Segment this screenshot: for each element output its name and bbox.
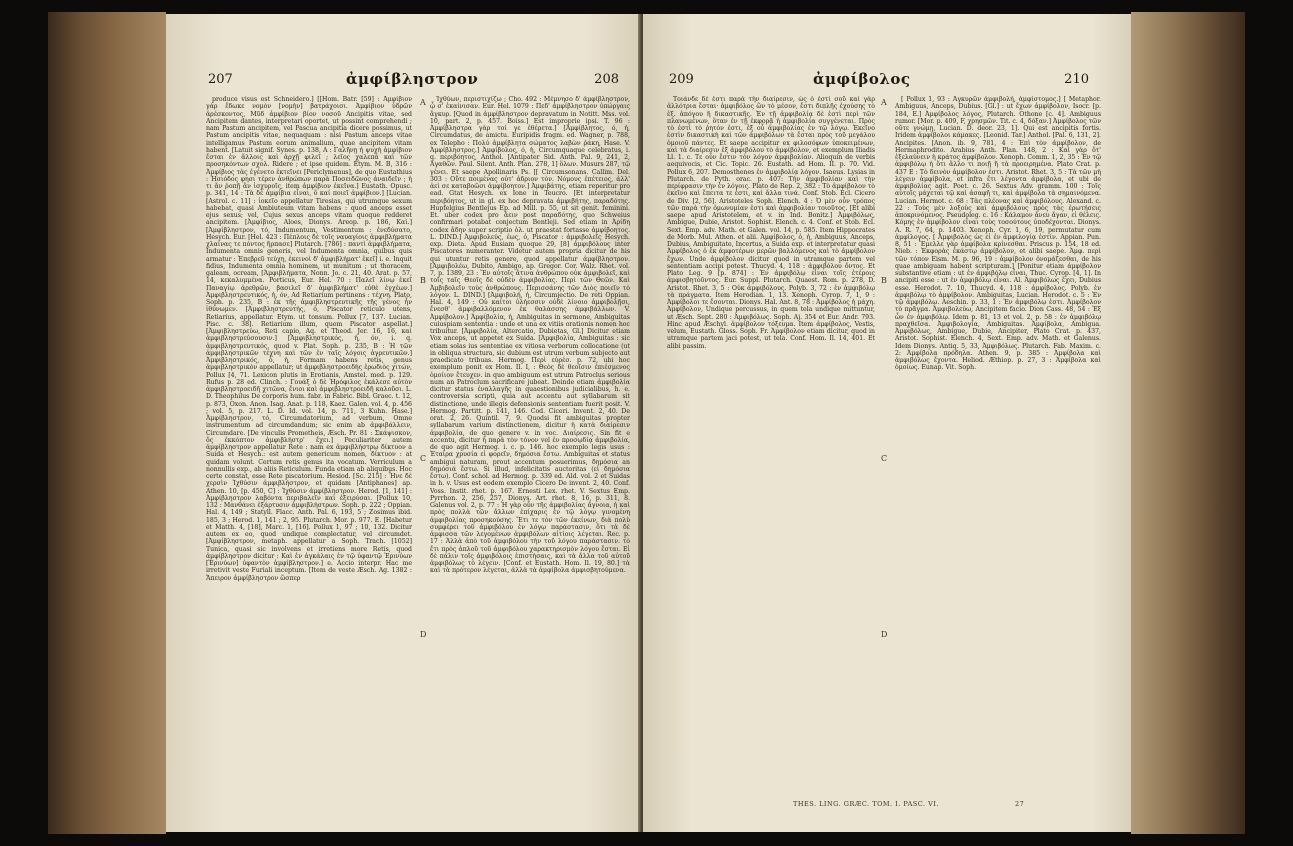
margin-letter-d: D: [420, 630, 427, 639]
footer-page-signature: 27: [1015, 800, 1025, 808]
margin-letter-d: D: [881, 630, 888, 639]
page-number-208: 208: [594, 72, 619, 87]
page-number-209: 209: [669, 72, 694, 87]
column-text: [ Pollux 1, 93 : Ἀγκυρῶν ἀμφιβολή, ἀμφίστομος.] [ Metaphor. Ambiguus, Anceps, Dubius. [Gl.] : ut ἔχων ἀμφίβολον, Isocr. [p. 184, E.] Ἀμφίβολος λόγος, Plutarch. Othone [c. 4]. Ambiguus rumor. [Mor. p. 409, F, χρησμῶν. Tit. c. 4, δόξαν.] Ἀμφίβολος τῶν οὔτε γνώμῃ, Lucian. D. deor. 23, 1]. Qui est ancipitis fortis. Iridem ἀμφίβολοι κάμακες. [Leonid. Tar.] Anthol. [Pal. 6, 131, 2]. Ancipites. [Anon. ib. 9, 781, 4 : Ἐπὶ τὸν ἀμφίβολον, de Hermaphrodito. Arabius Anth. Plan. 148, 2 : Καὶ γὰρ ὅτ' ἐξελαύνειν ἡ κράτος ἀμφίβολον. Xenoph. Comm. 1, 2, 35 : Ἐν τῷ ἀμφιβόλῳ ἡ ὅτι ἄλλο τι ποιῇ ἢ τὰ προειρημένα. Plato Crat. p. 437 E : Τὸ δεινὸν ἀμφίβολον ἐστι. Aristot. Rhet. 3, 5 : Τὰ τῶν μὴ λέγειν ἀμφίβολα, et infra ἔτι λέγοντα ἀμφίβολα, et ubi de ἀμφιβολίας agit. Poet. c. 26. Sextus Adv. gramm. 100 : Τοῖς αὐτοῖς μάχεται τῷ καὶ ἀσαφῆ τι, καὶ ἀμφίβολα τὰ σημαινόμενα. Lucian. Hermot. c. 68 : Τὰς πλέονας καὶ ἀμφιβόλους. Alexand. c. 22 : Τοὺς μὲν λοξοὺς καὶ ἀμφιβόλους πρὸς τὰς ἐρωτήσεις ἀποκρινόμενος. Pseudoleg. c. 16 : Κάλαμον ἄνευ ἄγαν, εἰ θέλεις. Κόμης ἐν ἀμφίβολον εἶναι τοὺς τοσούτους ὑποδέχονται. Dionys. A. R. 7, 64, p. 1403. Xenoph. Cyr. 1, 6, 19, permutatur cum ἀμφίλογος. [ Ἀμφιβολὸς ὡς εἰ ἐν ἀμφιλογίᾳ ἐστίν. Appian. Pun. 8, 51 : Ἔμελλε γὰρ ἀμφίβολα κρίνεσθαι. Priscus p. 154, 18 ed. Nieb. : Ἐκφορὰς ἐκάστῳ ἀμφίβολον, et alibi saepe. Ἀμφ. περὶ τῶν τόπον Eism. M. p. 96, 19 : ἀμφίβολον ὀνομάζεσθαι, de his quae ambiguam habent scripturam.] [Ponitur etiam ἀμφίβολον substantive etiam : ut ἐν ἀμφιβόλῳ εἶναι, Thuc. Cyrop. [4, 1]. In ancipiti esse : ut ἐν ἀμφιβόλῳ εἶναι. Al. Ἀμφιβόλως ἔχει, Dubius esse. Herodot. 7. 10, Thucyd. 4, 118 : ἀμφίβολος. Polyb. ἐν ἀμφιβόλῳ τὸ ἀμφίβολον. Ambiguitas, Lucian. Herodot. c. 5 : Ἐν τῷ ἀμφιβόλῳ. Aeschin. p. 33, 1 : Ἐν ἀμφιβόλῳ ἐστι. Ἀμφίβολον τὸ πρᾶγμα. Ἀμφιβολεύω, Ancipitem facio. Dion Cass. 48, 54 : Ἐξ ὧν ἐν ἀμφιβόλῳ. Idem p. 81, 13 et vol. 2, p. 58 : ἐν ἀμφιβόλῳ πραχθεῖσα. Ἀμφιβολογία, Ambiguitas. Ἀμφίβολα, Ambigua. Ἀμφιβόλως, Ambigue, Dubie, Ancipiter, Plato Crat. p. 437, Aristot. Sophist. Elench. 4, Sext. Emp. adv. Math. et Galenus. Idem Dionys. Antiq. 5, 33, Ἀμφιβόλως. Plutarch. Fab. Maxim. c. 2: Ἀμφίβολα πρόδηλα. Athen. 9, p. 385 : Ἀμφίβολα καὶ ἀμφιβόλως ἔχοντα. Heliod. Æthiop. p. 27, 3 : Ἀμφίβολα καὶ ὁμοίως. Eunap. Vit. Soph.: [895, 96, 1101, 372]
footer-signature: THES. LING. GRÆC. TOM. I. PASC. VI.: [793, 800, 940, 808]
left-page-header: [166, 70, 641, 92]
left-page-column-2: [430, 96, 630, 796]
book-edge-right: [1131, 12, 1245, 834]
margin-letter-b: B: [881, 276, 887, 285]
margin-letter-c: C: [420, 454, 427, 463]
column-text: Τοιάνδε δὲ ἐστι παρὰ τὴν διαίρεσιν, ὡς ὁ ἐστὶ σοῦ καὶ γὰρ ἀλλότρια ἔσται· ἀμφιβόλος ὢν τὸ μέσον, ἔστι διπλῆς ἐχούσης τὸ ἐξ. ἀπόγου ἢ δικαστικῆς. Ἐν τῇ ἀμφιβολίᾳ δὲ ἐστὶ περὶ τῶν πλανωμένων, ὅταν ἐν τῇ ἐκφορᾷ ἡ ἀμφιβολία συγγένεται. Πρὸς τὸ ἐστὶ τὸ ῥητόν ἐστι, ἐξ οὗ ἀμφιβολίας ἐν τῷ λόγῳ. Ἐκεῖνο ἐστὶν δικαστικὴ καὶ τῶν ἀμφιβόλων τὰ ἔσται πρὸς τοῦ μεγάλου ὁμοιοῦ πάντες. Et saepe accipitur ex φιλοσόφων ὑποκειμένων, καὶ τὰ διαίρεσιν ἐξ ἀμφιβόλου τὸ ἀμφίβολον, et exemplum Iliadis Ll. 1. c. Τε οὖν ἔστιν τὸν λόγον ἀμφιβολίαν. Alioquin de verbis aequivocis, et Cic. Topic. 26. Eustath. ad Hom. II. p. 70. Vid. Pollux 6, 207. Demosthenes ἐν ἀμφιβολίᾳ λόγον. Isaeus. Lysias in Plutarch. de Pyth. orac. p. 407: Τὴν ἀμφιβολίαν καὶ τὴν περίφρασιν τὴν ἐν λόγοις. Plato de Rep. 2, 382 : Τὸ ἀμφίβολον τὸ ἐκεῖνο καὶ ἔπειτα τε ἐστι, καὶ ἄλλα τινά. Conf. Stob. Ecl. Cicero de Div. [2, 56]. Aristoteles Soph. Elench. 4 : Ὁ μὲν οὖν τρόπος τῶν παρὰ τὴν ὁμωνυμίαν ἐστι καὶ ἀμφιβολίαν τοιοῦτος. [Et alibi saepe apud Aristotelem, et v. in Ind. Bonitz.] Ἀμφιβόλως, Ambigue, Dubie, Aristot. Sophist. Elench. c. 4. Conf. et Stob. Ecl. Sext. Emp. adv. Math. et Galen. vol. 14, p. 585. Item Hippocrates de Morb. Mul. Athen. et alii. Ἀμφίβολος, ὁ, ἡ, Ambiguus, Anceps, Dubius, Ambiguitate, Incertus, a Suida exp. et interpretatur quasi Ἀμφίβολος ὁ ἐκ ἀμφοτέρων μερῶν βαλλόμενος καὶ τὸ ἀμφίβολον ἔχων. Unde ἀμφίβολον dicitur quod in utramque partem vel sententiam accipi potest. Thucyd. 4, 118 : ἀμφιβόλου ὄντος. Et Plato Leg. 9 [p. 874] : Ἐν ἀμφιβόλῳ εἶναι τοῖς ἐτέροις ἀμφισβητοῦντος. Eur. Suppl. Plutarch. Quaest. Rom. p. 278, D. Aristot. Rhet. 3, 5 : Οὐκ ἀμφιβόλους. Polyb. 3, 72 : ἐν ἀμφιβόλῳ τὰ πράγματα. Item Herodian. 1, 13. Xenoph. Cyrop. 7, 1, 9 : Ἀμφίβολοι τε ἔσονται. Dionys. Hal. Ant. 8, 78 : Ἀμφίβολος ἡ μάχη. Ἀμφίβολον, Undique percussus, in quem tela undique mittuntur, ut Æsch. Sept. 280 : Ἀμφιβόλως. Soph. Aj. 354 et Eur. Andr. 793. Hinc apud Æschyl. ἀμφίβολον τόξευμα. Item ἀμφίβολος, Vestis, velum, Eustath. Gloss. Soph. Fr. Ἀμφίβολον etiam dicitur, quod in utramque partem jaci potest, ut tela. Conf. Hom. Il. 14, 401. Et alibi passim.: [667, 96, 875, 350]
left-page: [166, 14, 641, 832]
left-page-column-1: [206, 96, 412, 796]
page-number-207: 207: [208, 72, 233, 87]
margin-letter-c: C: [881, 454, 888, 463]
page-number-210: 210: [1064, 72, 1089, 87]
right-page-header: [643, 70, 1131, 92]
column-text: Ἰχθύων, περιστιχίζω ; Cho. 492 : Μέμνησο δ' ἀμφίβληστρον, ᾧ σ' ἐκαίνισαν. Eur. Hel. 1079 : Πεδ' ἀμφίβληστρον ὑπώργαις ἄγκυρ. [Quod in ἀμφίβληστρον depravatum in Notitt. Mss. vol. 10, part. 2, p. 457. Boiss.] Est improprie ipsi. T. 96 : Ἀμφίβληστρα γὰρ τοί γε ἐθέρετα.] [Ἀμφίβλητος, ό, ἡ, Circumdatus, de amictu. Euripidis fragm. ed. Wagner, p. 788, ex Telepho : Πολύ ἀμφίβλητα σώματος λαβὼν ῥάκη, Hase. V. Ἀμφίβληστρος.] Ἀμφίβολος, ό, ἡ, Circumquaque celebratus, i. q. περιβόητος, Anthol. [Antipater Sid. Anth. Pal. 9, 241, 2, Ἀγαθῶν. Paul. Silent. Anth. Plan. 278, 1] ὅλων. Musurs 287, τῷ γένει. Et saepe Apollinaris Ps. [[ Circumsonans. Callim. Del. 303 : Οὔτε ποιμένας οὐτ' ἀδριον τὸν. Νόμους ἐπέτειος, ἀλλ' ἀεὶ σε καταβοῶσι ἀμφίβοητον.] Ἀμφιβάτης, etiam reperitur pro ead. Gtat Hesych. ex Ione in Teucro. [Et interpretatur περιβόητος, ut in gl. ex hoc depravata ἀμφιβήτης, παραδότης. Hupfelgius Bentlejus Ep. ad Mill. p. 55, ut sit genit. feminini. Et. uber codex pro ἄειν post παραδότης, quo Schweius confirmari potabat conjectum Bentleji. Sed etiam in Ἀρίδη codex ἄδην super scriptio ὁλ. ut praestat fortasse ἀμφίβοητος. L. DIND.] Ἀμφιβολεύς, έως, ὁ, Piscator : ἀμφιβολεῖς Hesych. exp. Dieta. Apud Eusiam quoque 29, [8] ἀμφιβόλους inter Piscatores numeranter. Videtur autem propria dicitur de his qui utuntur retis genere, quod appellatur ἀμφίβληστρον. [Ἀμφιβολέω, Dubito, Ambigo, ap. Gregor. Cor. Walz. Rhet. vol. 7, p. 1389, 23 : Ἔν αὐτοῖς ἄτινα ἀνθρώπου οὐκ ἀμφιβολεῖ, καὶ τοῖς ταῖς Θεοῖς δὲ οὐδὲν ἀμφιβολίας. Περὶ τῶν Θεῶν. Καὶ Ἀμβιβολεῖν τοὺς ἀνθρώπους. Περισσάνης τῶν Διὸς ποιεῖν τὸ λόγον. L. DIND.] [Ἀμφιβολή, ἡ, Circumjectio. De reti Oppian. Hal. 4, 149 : Οὐ καίτοι ὑλήεσσιν οὐδὲ λίνοιο ἀμφιβολῇσι, ἔνεσθ' ἀμφιβαλλόμενον ἐκ θαλάσσης ἀμφιβάλλων. V. Ἀμφίβολον.] Ἀμφίβολία, ἡ, Ambiguitas in sermone, Ambiguitas cuiuspiam sententia : unde et una ex vitiis orationis nomen hoc tribuitur. [Ἀμφιβολία, Altercatio, Dubietas, Gl.] Dicitur etiam Vox anceps, ut appetet ex Suida. [Ἀμφιβολία, Ambiguitas : sic etiam solas ius sententiae ex vitiosa verborum collocatione (ut in obliqua structura, sic dubium est utrum verbum subjecto aut praedicato tribuas. Hermog. Περὶ εὑρέσ. p. 72, ubi hoc exemplum ponit ex Hom. Il. I, : Θεὸς δὲ θεοῖσιν ἐπιέσμενος ὁμοίιον ἔτευχεν. in quo ambiguum est utrum Patroclus serious num an Patroclum sacrificare jubeat. Deinde etiam ἀμφιβολία dicitur status ἐναλλαγῆς in quaestionibus judicialibus, h. e. controversia scripti, quia aut accentu aut syllabarum sit distinctione, unde illegis defensionis sententiam fuerit posit. V. Hermog. Partitt. p. 141, 146. Cod. Ciceri. Invent. 2, 40. De orat. 2, 26. Quintil. 7, 9. Quodsi fit ambiguitas propter syllabarum varium distinctionem, dicitur ἡ κατὰ διαίρεσιν ἀμφιβολία, de quo genere v. in voc. Διαίρεσις. Sin fit e accentu, dicitur ἡ παρὰ τὸν τόνον vel ἐν προσῳδίᾳ ἀμφιβολία, de quo agit Hermog. i. c. p. 146. hoc exemplo legis usus : Ἑταίρα χρυσία εἰ φορεῖν, δημόσια ἔστω. Ambiguitas et status ambigui naturam, prout accentum posuerimus, δημόσια an δημόσιά ἔστω. Si illud, infelicitatis auctoritas (εὶ δημόσια ἔστω). Conf. schol. ad Hermog. p. 339 ed. Ald. vol. 2 et Suidas in h. v. Usus est eodem exemplo Cicero De invent. 2, 40. Conf. Voss. Instit. rhet. p. 167. Ernesti Lex. rhet. V. Sextus Emp. Pyrrhon. 2, 256, 257, Dionys. Art. rhet. 8, 16, p. 311, 8. Galenus vol. 2, p. 77 : Ἡ γὰρ οὖν τῆς ἀμφιβολίας ἄγνοια, ἡ καὶ πρὸς πολλὰ τῶν ἄλλων ἐπίχαρις ἐν τῷ λόγῳ γινομένη ἀμφιβολίας προσηκούσης. Ἔτι τε τὸν τῶν ἐκείνων, διὰ πολὺ συμφέρει τοῦ ἀμφιβόλου ἐν λόγῳ παράστασιν, ὅτι τὰ δὲ ἀμφισσα τῶν λεγομένων ἀμφιβόλων αἰτίοις λέγεται. Rec. p. 17 : Ἀλλὰ ἀπὸ τοῦ ἀμφιβόλου τὴν τοῦ λόγου παράστασιν. τὸ ἔτι πρὸς ἀπλοῦ τοῦ ἀμφιβόλου χαρακτηρισμὸν λόγου ἔσται. Εἰ δὲ πάλιν τοῖς ἀμφιβόλοις ἐπιστήσαις, καὶ τὰ ἄλλα τοῦ αὐτοῦ ἀμφιβόλως τὸ λέγειν. [Conf. et Eustath. Hom. Il. 19, 80.] τὰ καὶ τὰ πρότερον λέγεται, ἀλλὰ τὰ ἀμφίβολα ἀμφισβητούμενα.: [430, 96, 630, 575]
margin-letter-a: A: [881, 98, 887, 107]
running-head-left: ἀμφίβληστρον: [346, 70, 479, 88]
right-page: [643, 14, 1131, 832]
book-edge-left: [48, 12, 166, 834]
right-page-column-1: [667, 96, 875, 796]
margin-letter-b: B: [420, 276, 426, 285]
running-head-right: ἀμφίβολος: [813, 70, 911, 88]
margin-letter-a: A: [420, 98, 426, 107]
column-text: produce visus est Schneidero.] [[Hom. Batr. [59] : Ἀμφίβιον γάρ ἔδωκε νομὸν [νομὴν] βατράχοισι. Ἀμφίβιον ὑδρῶν ἀρέσκοντος, Μῦδ ἀμφίβιον βίον νοσοῦ Ancipitis vitae, sed Ancipitem dantes, interpretari oportet, ut possint comprehendi ; nam Pastum ancipitem, vel Pascua ancipitia dicere possimus, ut Pastum ancipitis vitae, nequaquam : nisi Pastum anceps vitae intelligamus Pastum eorum animalium, quae ancipitem vitam habent. [Latuit signif. Synes. p. 138, A : Γαλῆνῃ ἡ ψυχὴ ἀμφίβιον ἔσται ἐν ἄλλοις καὶ ἀρχῇ φιλεῖ ; λεῖος χαλεπὰ καὶ τῶν προσηκόντων σχολ. Ridere ; et ipse quidem. Etym. M. Β, 316 : Ἀμφίβιος τὰς ἐγένετο ἐκτεῖνει [Periclymenus], de quo Eustathius : Ἡσιόδος φησι τέρεν ἀνθρώπων παρὰ Ποσειδῶνος ἀναιδεῖν ; ἡ τι ἄν ῥοπῇ ἄν ἰσχυροῖς, item ἀμφίβιον ἐκεῖνα.] Eustath. Opusc. p. 341, 14 : Τὰ δὲ ἀμφίβια εἶναι, ὅ καί ποιεῖ ἀμφίβιον.] [Lucian. [Astrol. c. 11] : ἰοκεῖο appellatur Tiresias, qui utrumque sexum habebat, quasi Ambiuteum vitam habens : quod anceps esset ejus sexus; vel, Cujus sexus anceps vitam quoque redderet ancipitem. [Ἀμφίβιος, Aloes, Dionys. Areop. p. 186, Καὶ.] [Ἀμφίβληστρον, τό, Indumentum, Vestimentum : ἐνεδύσατο, Hesych. Eur. [Hel. 423 : Πέπλοις δὲ τοῖς ναυαγίοις ἀμφιβλήματα χλαίνας τε πόντος ἥρπασε] Plutarch. [786] : παντὶ ἀμφιβλήματα, Indumenta omnis generis, vel Indumenta omnia, quibus quis armatur : Ἐπεβρεῦ τεύχη, ἐκεινοὶ δ' ἀμφιβλήματ' ἐκεῖ] i. e. Inquit fidius, Indumenta omnia hominem, ut munitum ; ut thoracem, galeam, ocream, [Ἀμφιβλήματα, Nonn. Jo. c. 21, 40. Arat. p. 57, 14, κεκαλυμμένα. Porticus, Eur. Hel. 70 : Παλεῖ λίνῳ ἐκεῖ Παναγίῳ ἀρεθρῶν, βασιλεῖ δ' ἀμφιβλήματ' εὐθὲ ἐγχέων.] Ἀμφιβληστρευτικός, ἡ, όν, Ad Retiarium pertinens : τέχνη. Plato, Soph. p. 235, B : ἐκ τῆς ἀμφιβληστρευτικῆς τῆς γένος ἦν ἰθύνωμεν. [Ἀμφιβληστρευτής, ὁ, Piscator reticulo utens, Retiarius, appellatur. Etym. ut tonsum. Pollux [7, 137. Lucian. Pisc. c. 38]. Retiarium illum, quem Piscator aspellat.] [Ἀμφιβληστρεύω, Reti capio, Aq. et Theod. Jer. 16, 16, καὶ ἀμφιβληστρεύσουσιν.] [Ἀμφιβληστρικός, ἡ, όν, i. q. ἀμφιβληστρευτικός, quod v. Plat. Soph. p. 235, B : Ἡ τῶν ἀμφιβληστρικῶν τέχνη καὶ τῶν ἐν ταῖς λόγοις ἀγρευτικῶν.] Ἀμφιβληστρικός, ὁ, ἡ, Formam habens retis, genus ἀμφιβληστρικὸν appellatur; ut ἀμφιβληστροειδὴς ἐρωδιὸς χιτών, Pollux [4, 71. Lexicon plutis in Erotianis, Amstel. med. p. 129. Rufus p. 28 ed. Clinch. : Γουάξ ὁ δὲ Ἡρόφιλος ἐκάλεσε αὐτὸν ἀμφιβληστροειδῆ χιτῶνα, ἔνιοι καὶ ἀμφιβληστροειδῆ καλοῦσι. L. D. Theophilus De corporis hum. fabr. in Fabric. Bibl. Graec. t. 12, p. 873, Oxon. Anon. Isag. Anat. p. 118, Kaez. Galen. vol. 4, p. 456 ; vol. 5, p. 217. L. D. Id. vol. 14, p. 711, 3 Kuhn. Hase.] Ἀμφίβληστρον, τό, Circumdatorium, ad verbum, Omne instrumentum ad circumdandum; sic enim ab ἀμφιβάλλειν, Circumdare. [De vinculis Prometheis, Æsch. Pr. 81 : Σκάψισκον, ὅς ἐκκόπτον ἀμφιβλήστρ' ἔχει.] Peculiariter autem ἀμφίβληστρον appellatur Rete : nam ex ἀμφιβλήστρῳ δίκτυον a Suida et Hesych.: est autem genericum nomen, δίκτυον : at quidam volunt. Certum retis genus ita vocatum. Verriculum a nonnullis exp., ab aliis Reticulum. Funda etiam ab aliquibus. Hoc certe constat, esse Rete piscatorium. Hesiod. [Sc. 215] : Ἦνε δὲ χερσὶν Ἰχθύσιν ἀμφιβλήστρον, et quidam [Antiphanes] ap. Athen. 10, [p. 450, C] : Ἰχθύσιν ἀμφίβληστρον. Herod. [1, 141] : Ἀμφίβληστρον λαβόντα περιβαλεῖν καὶ ἐξειρύσαι. [Pollux 10, 132 : Μανθάνει ἐξάρτυσιν ἀμφιβλήστρων. Soph. p. 222 ; Oppian. Hal. 4, 149 ; Statyll. Flacc. Anth. Pal. 6, 193, 5 ; Zosimus ibid. 185, 3 ; Herod. 1, 141 ; 2, 95. Plutarch. Mor. p. 977. E. [Habetur et Matth. 4, [18], Marc. 1, [16]. Pollux 1, 97 ; 10, 132. Dicitur autem ex eo, quod undique complectatur, vel circumdet. [Ἀμφίβληστρον, metaph. appellatur a Soph. Trach. [1052] Tunica, quasi sic involvens et irretiens more Retis, quod ἀμφίβληστρον dicitur : Καὶ ἐν ἀγκάλαις ἐν τῷ ὑφαντῷ Ἐρινύων [Ἐρινύων] ὑφαντὸν ἀμφίβληστρον.] e. Accio interpr. Hac me irretivit veste Furiali inceptum. [Item de veste Æsch. Ag. 1382 : Ἄπειρον ἀμφίβληστρον ὥσπερ: [206, 96, 412, 582]
right-page-column-2: [895, 96, 1101, 796]
